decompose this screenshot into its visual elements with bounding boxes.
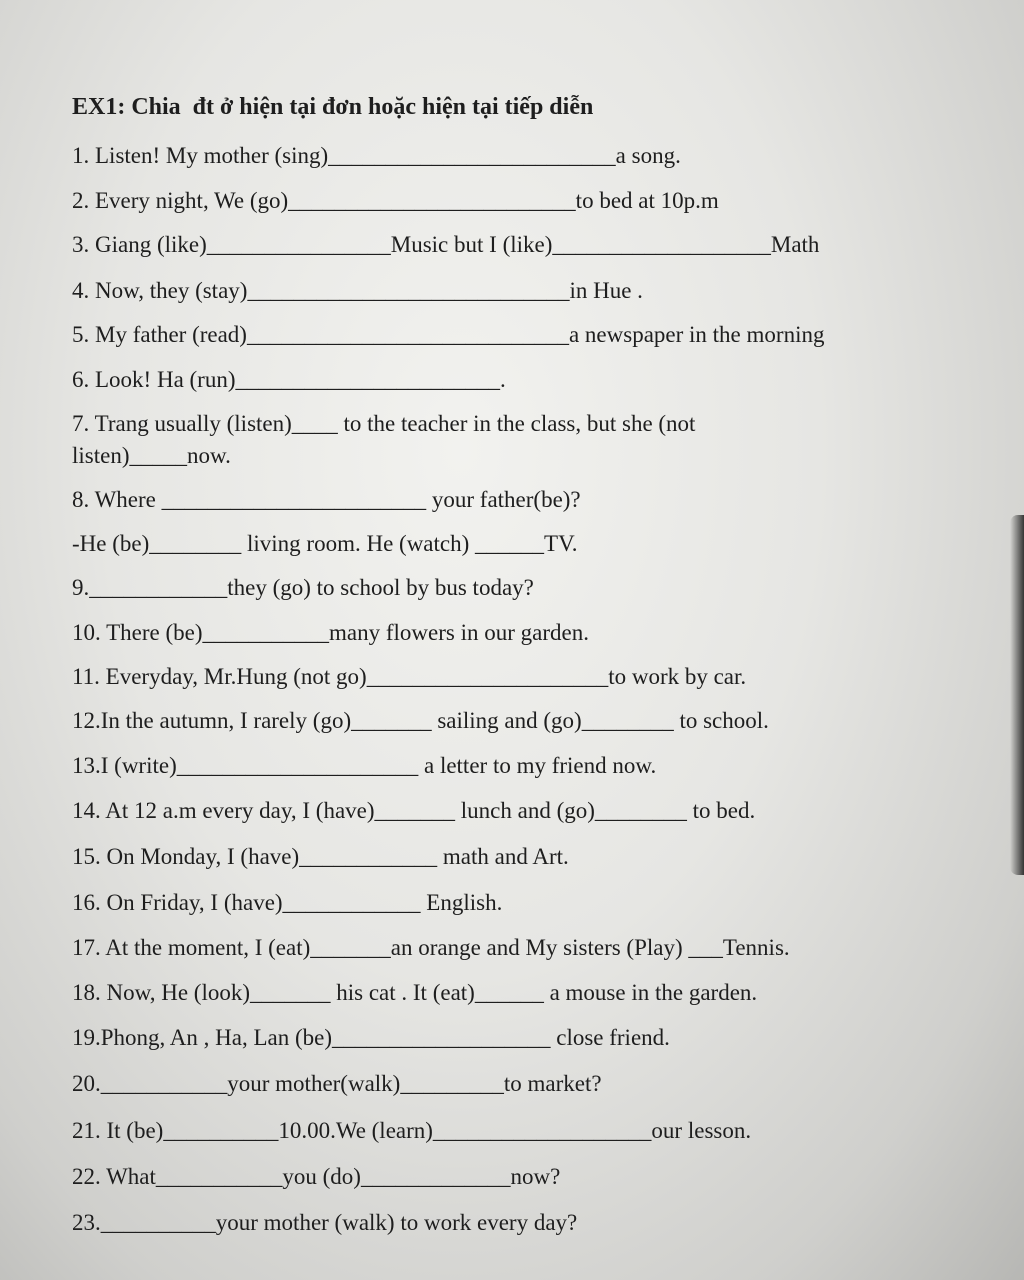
exercise-line: 18. Now, He (look)_______ his cat . It (eat)______ a mouse in the garden. <box>72 980 758 1005</box>
exercise-line: 11. Everyday, Mr.Hung (not go)_____________________to work by car. <box>72 664 747 689</box>
exercise-line: 12.In the autumn, I rarely (go)_______ sailing and (go)________ to school. <box>72 708 769 733</box>
exercise-line: 3. Giang (like)________________Music but I (like)___________________Math <box>72 232 820 257</box>
exercise-line: 2. Every night, We (go)_________________________to bed at 10p.m <box>72 188 719 213</box>
exercise-line: -He (be)________ living room. He (watch) ______TV. <box>72 531 578 556</box>
exercise-line: 1. Listen! My mother (sing)_________________________a song. <box>72 143 681 168</box>
exercise-line: listen)_____now. <box>72 443 231 468</box>
exercise-line: 17. At the moment, I (eat)_______an orange and My sisters (Play) ___Tennis. <box>72 935 790 960</box>
exercise-line: 19.Phong, An , Ha, Lan (be)___________________ close friend. <box>72 1025 670 1050</box>
exercise-line: 4. Now, they (stay)____________________________in Hue . <box>72 278 643 303</box>
exercise-title: EX1: Chia đt ở hiện tại đơn hoặc hiện tại tiếp diễn <box>72 94 594 120</box>
exercise-line: 14. At 12 a.m every day, I (have)_______ lunch and (go)________ to bed. <box>72 798 756 823</box>
exercise-line: 16. On Friday, I (have)____________ English. <box>72 890 503 915</box>
exercise-line: 21. It (be)__________10.00.We (learn)___________________our lesson. <box>72 1118 752 1143</box>
exercise-line: 5. My father (read)____________________________a newspaper in the morning <box>72 322 825 347</box>
exercise-line: 6. Look! Ha (run)_______________________. <box>72 367 506 392</box>
exercise-line: 10. There (be)___________many flowers in our garden. <box>72 620 589 645</box>
exercise-line: 9.____________they (go) to school by bus today? <box>72 575 534 600</box>
exercise-line: 20.___________your mother(walk)_________to market? <box>72 1071 602 1096</box>
exercise-line: 23.__________your mother (walk) to work every day? <box>72 1210 578 1235</box>
exercise-line: 13.I (write)_____________________ a letter to my friend now. <box>72 753 657 778</box>
exercise-line: 7. Trang usually (listen)____ to the teacher in the class, but she (not <box>72 411 696 436</box>
exercise-line: 15. On Monday, I (have)____________ math and Art. <box>72 844 569 869</box>
exercise-line: 22. What___________you (do)_____________now? <box>72 1164 561 1189</box>
exercise-line: 8. Where _______________________ your father(be)? <box>72 487 581 512</box>
